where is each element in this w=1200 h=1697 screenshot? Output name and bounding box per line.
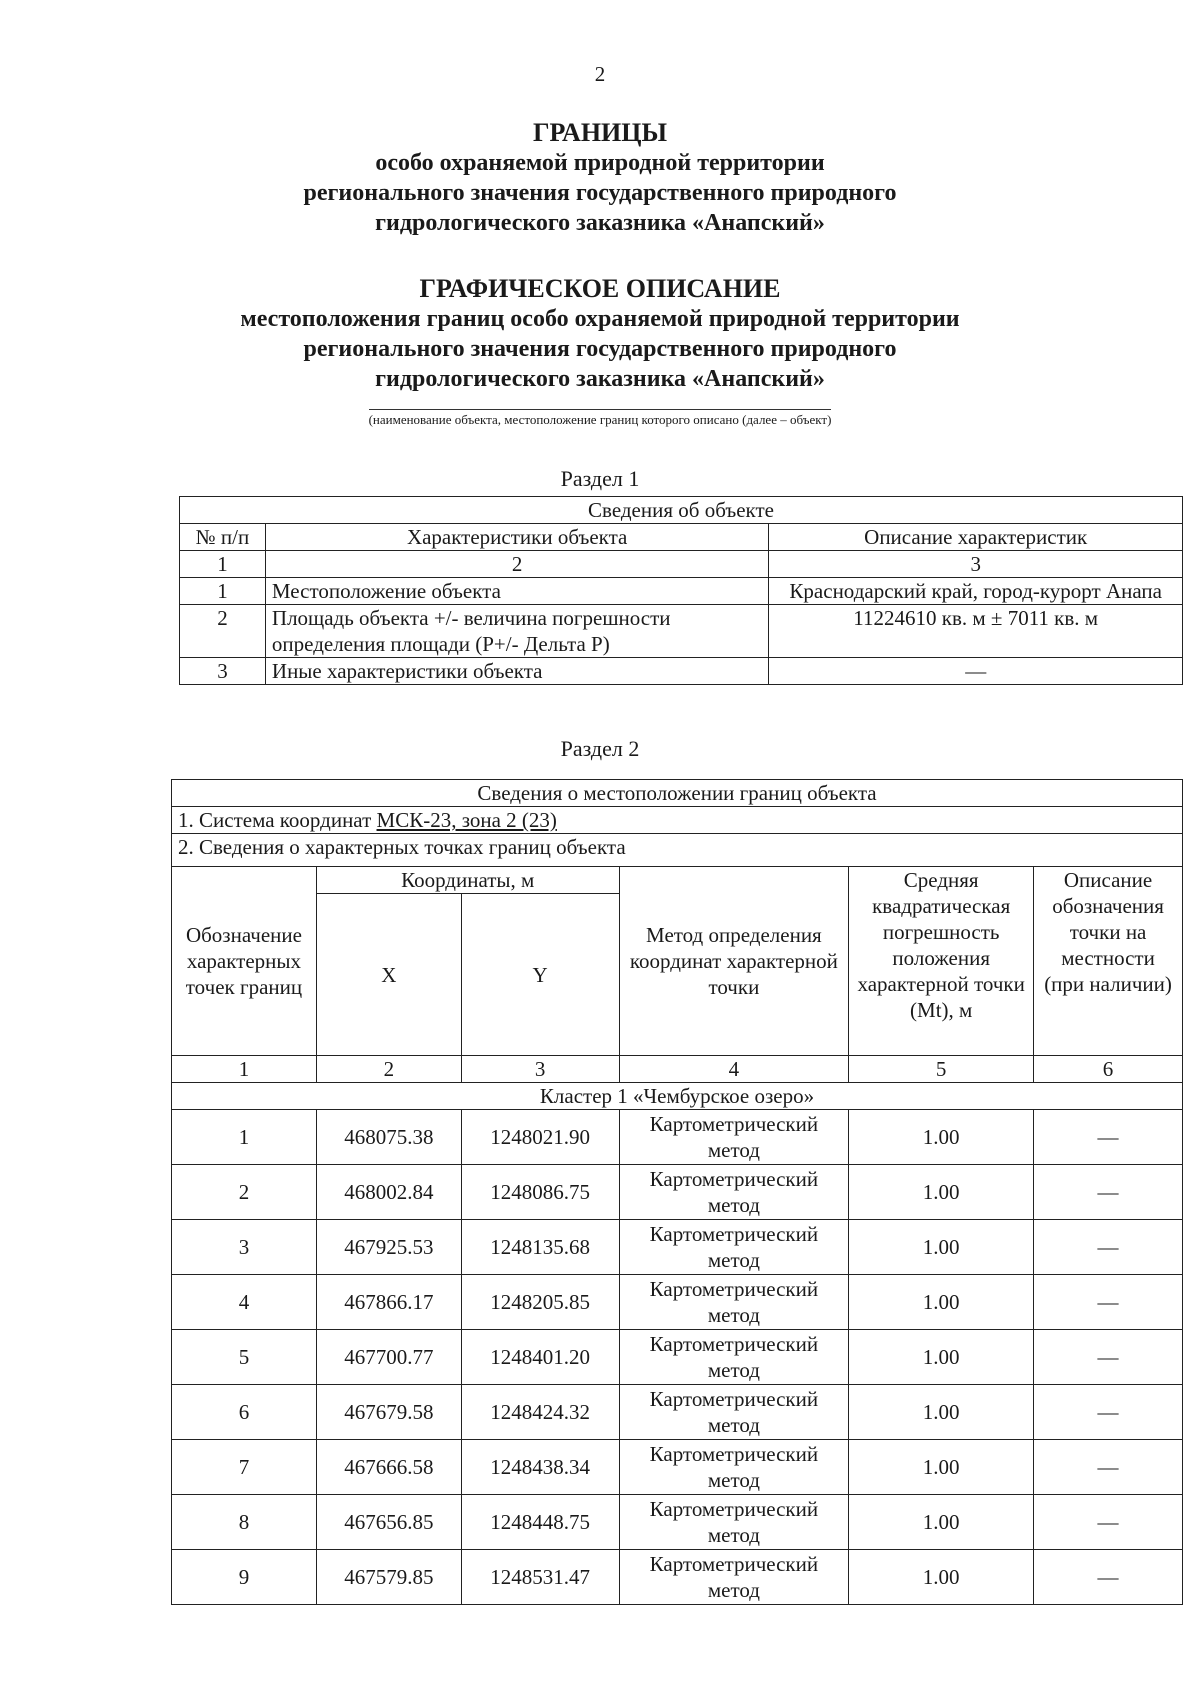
point-method: Картометрический метод	[619, 1165, 849, 1220]
column-number: 3	[461, 1056, 619, 1083]
point-y: 1248205.85	[461, 1275, 619, 1330]
point-number: 3	[172, 1220, 317, 1275]
point-y: 1248135.68	[461, 1220, 619, 1275]
point-y: 1248401.20	[461, 1330, 619, 1385]
document-subtitle-line: регионального значения государственного природного	[303, 180, 897, 206]
cluster-title: Кластер 1 «Чембурское озеро»	[172, 1083, 1183, 1110]
column-number: 2	[265, 551, 768, 578]
point-method: Картометрический метод	[619, 1275, 849, 1330]
table-row	[180, 658, 1183, 685]
row-description: —	[769, 658, 1183, 685]
table-row	[172, 1110, 1183, 1165]
table-row	[172, 1165, 1183, 1220]
column-number: 3	[769, 551, 1183, 578]
table-row	[172, 1385, 1183, 1440]
column-header: Описание характеристик	[769, 524, 1183, 551]
point-method: Картометрический метод	[619, 1440, 849, 1495]
row-description: 11224610 кв. м ± 7011 кв. м	[769, 605, 1183, 658]
column-header: № п/п	[180, 524, 266, 551]
point-method: Картометрический метод	[619, 1550, 849, 1605]
table-title: Сведения о местоположении границ объекта	[172, 780, 1183, 807]
section2-label: Раздел 2	[560, 736, 640, 761]
point-x: 467666.58	[316, 1440, 461, 1495]
description-subtitle-line: регионального значения государственного природного	[303, 336, 897, 362]
description-subtitle-line: гидрологического заказника «Анапский»	[375, 366, 825, 392]
boundary-points-table	[171, 779, 1183, 1605]
header-designation: Обозначение характерных точек границ	[172, 867, 317, 1056]
point-y: 1248086.75	[461, 1165, 619, 1220]
point-description: —	[1034, 1220, 1183, 1275]
point-number: 4	[172, 1275, 317, 1330]
document-title: ГРАНИЦЫ	[532, 118, 668, 147]
point-x: 467656.85	[316, 1495, 461, 1550]
point-number: 1	[172, 1110, 317, 1165]
point-x: 467925.53	[316, 1220, 461, 1275]
header-method: Метод определения координат характерной точки	[619, 867, 849, 1056]
header-coordinates: Координаты, м	[316, 867, 619, 894]
column-number: 1	[180, 551, 266, 578]
point-x: 467700.77	[316, 1330, 461, 1385]
point-description: —	[1034, 1495, 1183, 1550]
document-title-block	[0, 118, 1200, 238]
coordinate-system-value: МСК-23, зона 2 (23)	[376, 808, 557, 832]
table-row	[172, 1440, 1183, 1495]
document-subtitle-line: гидрологического заказника «Анапский»	[375, 210, 825, 236]
document-subtitle-line: особо охраняемой природной территории	[375, 150, 825, 176]
table-row	[180, 605, 1183, 658]
row-characteristic: Иные характеристики объекта	[265, 658, 768, 685]
row-number: 1	[180, 578, 266, 605]
coordinate-system-label: 1. Система координат	[178, 808, 377, 832]
table-row	[172, 1550, 1183, 1605]
point-error: 1.00	[849, 1330, 1034, 1385]
header-y: Y	[461, 894, 619, 1056]
table-row	[172, 1495, 1183, 1550]
point-x: 468075.38	[316, 1110, 461, 1165]
table-title: Сведения об объекте	[180, 497, 1183, 524]
description-subtitle-line: местоположения границ особо охраняемой природной территории	[240, 306, 960, 332]
point-error: 1.00	[849, 1495, 1034, 1550]
row-number: 2	[180, 605, 266, 658]
coordinate-system-row	[172, 807, 1183, 834]
description-title: ГРАФИЧЕСКОЕ ОПИСАНИЕ	[419, 274, 781, 303]
section1-label: Раздел 1	[560, 466, 640, 491]
row-characteristic: Площадь объекта +/- величина погрешности определения площади (P+/- Дельта P)	[265, 605, 768, 658]
point-description: —	[1034, 1385, 1183, 1440]
point-description: —	[1034, 1165, 1183, 1220]
point-y: 1248424.32	[461, 1385, 619, 1440]
point-number: 5	[172, 1330, 317, 1385]
header-x: X	[316, 894, 461, 1056]
table-row	[172, 1220, 1183, 1275]
point-description: —	[1034, 1550, 1183, 1605]
column-number: 1	[172, 1056, 317, 1083]
table-row	[180, 578, 1183, 605]
point-y: 1248531.47	[461, 1550, 619, 1605]
point-description: —	[1034, 1440, 1183, 1495]
column-header: Характеристики объекта	[265, 524, 768, 551]
point-number: 6	[172, 1385, 317, 1440]
point-x: 467866.17	[316, 1275, 461, 1330]
page-number: 2	[594, 62, 606, 86]
point-number: 8	[172, 1495, 317, 1550]
row-number: 3	[180, 658, 266, 685]
point-y: 1248448.75	[461, 1495, 619, 1550]
point-method: Картометрический метод	[619, 1110, 849, 1165]
point-error: 1.00	[849, 1110, 1034, 1165]
point-x: 467679.58	[316, 1385, 461, 1440]
points-title-row: 2. Сведения о характерных точках границ объекта	[172, 834, 1183, 867]
point-number: 7	[172, 1440, 317, 1495]
header-description: Описание обозначения точки на местности (при наличии)	[1034, 867, 1183, 1056]
object-info-table	[179, 496, 1183, 685]
point-error: 1.00	[849, 1275, 1034, 1330]
point-error: 1.00	[849, 1385, 1034, 1440]
point-error: 1.00	[849, 1550, 1034, 1605]
point-error: 1.00	[849, 1220, 1034, 1275]
point-method: Картометрический метод	[619, 1220, 849, 1275]
header-error: Средняя квадратическая погрешность положения характерной точки (Mt), м	[849, 867, 1034, 1056]
column-number: 4	[619, 1056, 849, 1083]
table-row	[172, 1275, 1183, 1330]
object-caption-text: (наименование объекта, местоположение границ которого описано (далее – объект)	[369, 409, 832, 427]
description-title-block	[0, 274, 1200, 394]
column-number: 2	[316, 1056, 461, 1083]
row-characteristic: Местоположение объекта	[265, 578, 768, 605]
object-caption	[0, 412, 1200, 428]
point-x: 467579.85	[316, 1550, 461, 1605]
row-description: Краснодарский край, город-курорт Анапа	[769, 578, 1183, 605]
point-y: 1248021.90	[461, 1110, 619, 1165]
point-description: —	[1034, 1330, 1183, 1385]
point-y: 1248438.34	[461, 1440, 619, 1495]
point-method: Картометрический метод	[619, 1495, 849, 1550]
point-x: 468002.84	[316, 1165, 461, 1220]
point-number: 9	[172, 1550, 317, 1605]
point-number: 2	[172, 1165, 317, 1220]
point-description: —	[1034, 1275, 1183, 1330]
point-method: Картометрический метод	[619, 1330, 849, 1385]
point-error: 1.00	[849, 1440, 1034, 1495]
table-row	[172, 1330, 1183, 1385]
point-method: Картометрический метод	[619, 1385, 849, 1440]
point-description: —	[1034, 1110, 1183, 1165]
column-number: 6	[1034, 1056, 1183, 1083]
column-number: 5	[849, 1056, 1034, 1083]
point-error: 1.00	[849, 1165, 1034, 1220]
